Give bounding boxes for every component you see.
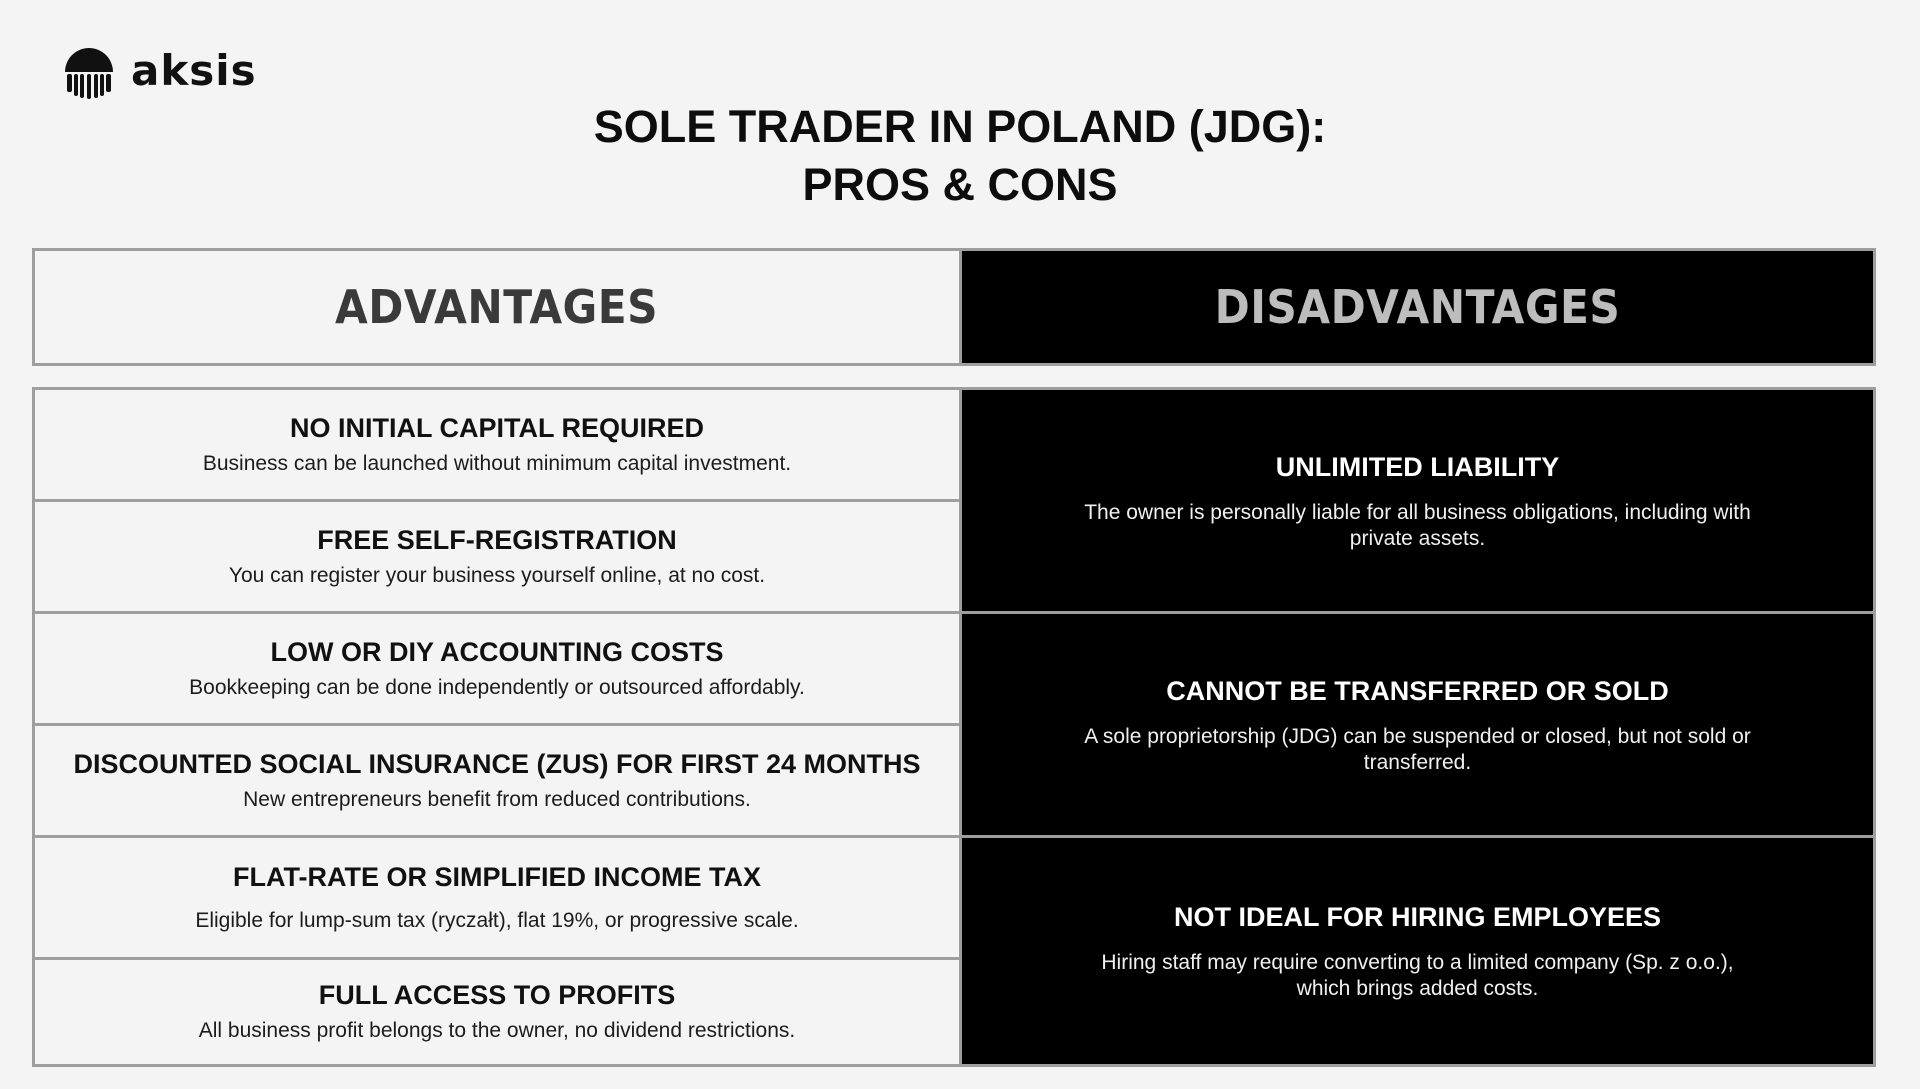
advantage-desc: New entrepreneurs benefit from reduced contributions. — [243, 787, 751, 811]
advantage-desc: All business profit belongs to the owner, no dividend restrictions. — [198, 1019, 796, 1042]
disadvantage-desc: A sole proprietorship (JDG) can be suspended or closed, but not sold or transferred. — [1084, 724, 1751, 774]
advantage-desc: Eligible for lump-sum tax (ryczałt), flat 19%, or progressive scale. — [195, 908, 799, 932]
advantage-title: FLAT-RATE OR SIMPLIFIED INCOME TAX — [233, 861, 761, 892]
advantage-title: DISCOUNTED SOCIAL INSURANCE (ZUS) FOR FIRST 24 MONTHS — [73, 748, 921, 779]
advantage-desc: Bookkeeping can be done independently or outsourced affordably. — [189, 675, 805, 699]
advantage-title: FULL ACCESS TO PROFITS — [318, 980, 676, 1010]
disadvantage-item — [962, 390, 1873, 614]
advantages-heading: ADVANTAGES — [335, 280, 659, 334]
disadvantage-title: UNLIMITED LIABILITY — [1275, 451, 1560, 482]
advantage-item — [35, 726, 959, 838]
title-line-2: PROS & CONS — [802, 159, 1118, 210]
page-title — [0, 98, 1920, 214]
title-line-1: SOLE TRADER IN POLAND (JDG): — [593, 101, 1327, 152]
advantage-desc: You can register your business yourself online, at no cost. — [228, 563, 766, 587]
disadvantages-header — [962, 251, 1873, 363]
advantages-column — [35, 390, 962, 1064]
advantage-title: FREE SELF-REGISTRATION — [317, 524, 677, 555]
dome-logo-icon — [63, 42, 115, 100]
disadvantage-title: CANNOT BE TRANSFERRED OR SOLD — [1166, 675, 1669, 706]
advantage-item — [35, 960, 959, 1064]
advantage-item — [35, 390, 959, 502]
disadvantage-item — [962, 614, 1873, 838]
disadvantage-title: NOT IDEAL FOR HIRING EMPLOYEES — [1173, 902, 1662, 932]
advantage-title: NO INITIAL CAPITAL REQUIRED — [289, 412, 705, 443]
advantage-desc: Business can be launched without minimum capital investment. — [202, 451, 792, 475]
disadvantages-column — [962, 390, 1873, 1064]
advantage-item — [35, 838, 959, 960]
advantage-item — [35, 502, 959, 614]
pros-cons-table — [32, 387, 1876, 1067]
disadvantage-desc: The owner is personally liable for all business obligations, including with private assets. — [1084, 500, 1751, 550]
disadvantages-heading: DISADVANTAGES — [1214, 280, 1621, 334]
disadvantage-desc: Hiring staff may require converting to a limited company (Sp. z o.o.), which brings added costs. — [1101, 951, 1734, 1000]
advantage-item — [35, 614, 959, 726]
advantages-header — [35, 251, 962, 363]
advantage-title: LOW OR DIY ACCOUNTING COSTS — [270, 636, 724, 667]
column-headers — [32, 248, 1876, 366]
disadvantage-item — [962, 838, 1873, 1064]
brand-logo — [63, 42, 257, 100]
brand-name: aksis — [131, 46, 257, 95]
